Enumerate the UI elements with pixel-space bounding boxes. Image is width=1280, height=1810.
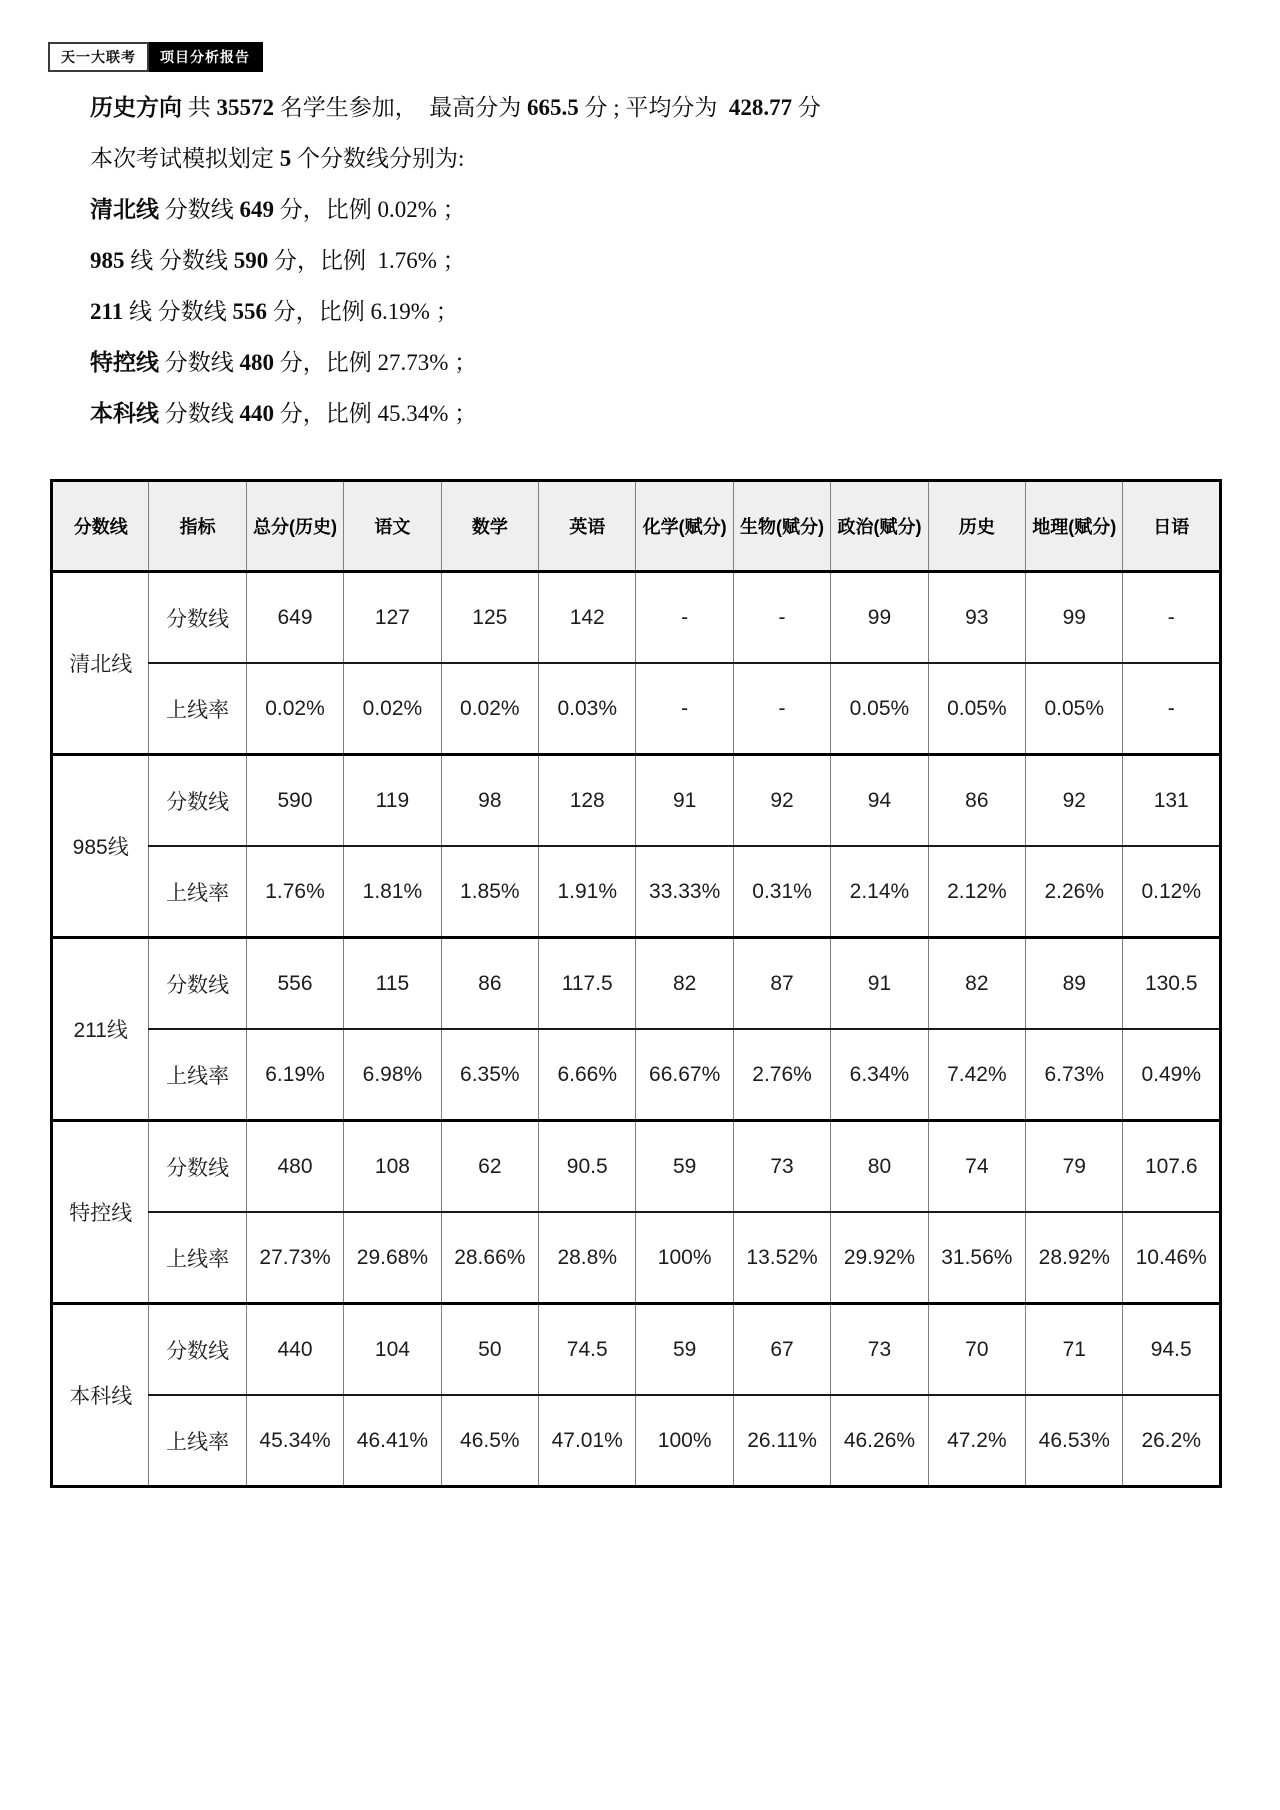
table-row bbox=[52, 1212, 1221, 1304]
score-cell: 59 bbox=[636, 1304, 733, 1396]
score-cell: 80 bbox=[831, 1121, 928, 1213]
text-segment: 428.77 bbox=[728, 95, 793, 120]
score-table bbox=[50, 479, 1222, 1488]
text-segment: 分数线 bbox=[159, 401, 240, 426]
row-label-score: 分数线 bbox=[149, 755, 246, 847]
intro-line bbox=[90, 337, 821, 388]
rate-cell: 6.73% bbox=[1026, 1029, 1123, 1121]
table-row bbox=[52, 1304, 1221, 1396]
score-cell: 104 bbox=[344, 1304, 441, 1396]
column-header: 指标 bbox=[149, 481, 246, 572]
rate-cell: 33.33% bbox=[636, 846, 733, 938]
group-label: 本科线 bbox=[52, 1304, 149, 1487]
score-cell: 440 bbox=[246, 1304, 343, 1396]
row-label-score: 分数线 bbox=[149, 572, 246, 664]
rate-cell: 31.56% bbox=[928, 1212, 1025, 1304]
header-row bbox=[52, 481, 1221, 572]
table-row bbox=[52, 572, 1221, 664]
text-segment: 590 bbox=[233, 248, 269, 273]
score-cell: 82 bbox=[928, 938, 1025, 1030]
text-segment: 211 bbox=[90, 299, 124, 324]
score-cell: 94.5 bbox=[1123, 1304, 1221, 1396]
rate-cell: 6.34% bbox=[831, 1029, 928, 1121]
score-cell: 107.6 bbox=[1123, 1121, 1221, 1213]
rate-cell: 0.05% bbox=[1026, 663, 1123, 755]
rate-cell: 6.98% bbox=[344, 1029, 441, 1121]
brand-badge: 天一大联考 bbox=[48, 42, 149, 72]
text-segment: 本次考试模拟划定 bbox=[90, 146, 280, 171]
score-cell: 62 bbox=[441, 1121, 538, 1213]
column-header: 化学(赋分) bbox=[636, 481, 733, 572]
rate-cell: 1.91% bbox=[539, 846, 636, 938]
score-cell: 91 bbox=[636, 755, 733, 847]
rate-cell: 46.41% bbox=[344, 1395, 441, 1487]
group-label: 211线 bbox=[52, 938, 149, 1121]
text-segment: 649 bbox=[239, 197, 274, 222]
rate-cell: 27.73% bbox=[246, 1212, 343, 1304]
score-cell: 92 bbox=[1026, 755, 1123, 847]
text-segment: 分，比例 27.73% ； bbox=[274, 350, 478, 375]
score-cell: 480 bbox=[246, 1121, 343, 1213]
intro-line bbox=[90, 133, 821, 184]
rate-cell: 0.05% bbox=[928, 663, 1025, 755]
row-label-rate: 上线率 bbox=[149, 1029, 246, 1121]
group-label: 985线 bbox=[52, 755, 149, 938]
text-segment: 线 分数线 bbox=[123, 299, 233, 324]
text-segment: 556 bbox=[232, 299, 267, 324]
rate-cell: 0.31% bbox=[733, 846, 830, 938]
rate-cell: 46.5% bbox=[441, 1395, 538, 1487]
score-cell: 79 bbox=[1026, 1121, 1123, 1213]
rate-cell: 0.03% bbox=[539, 663, 636, 755]
row-label-score: 分数线 bbox=[149, 1121, 246, 1213]
score-cell: 556 bbox=[246, 938, 343, 1030]
rate-cell: 0.05% bbox=[831, 663, 928, 755]
text-segment: 985 bbox=[90, 248, 125, 273]
rate-cell: 46.53% bbox=[1026, 1395, 1123, 1487]
score-cell: 130.5 bbox=[1123, 938, 1221, 1030]
intro-line bbox=[90, 235, 821, 286]
score-cell: 127 bbox=[344, 572, 441, 664]
score-cell: 87 bbox=[733, 938, 830, 1030]
rate-cell: 26.11% bbox=[733, 1395, 830, 1487]
row-label-rate: 上线率 bbox=[149, 663, 246, 755]
score-cell: 590 bbox=[246, 755, 343, 847]
score-table-head bbox=[52, 481, 1221, 572]
row-label-rate: 上线率 bbox=[149, 846, 246, 938]
score-cell: 73 bbox=[831, 1304, 928, 1396]
rate-cell: 66.67% bbox=[636, 1029, 733, 1121]
intro-line bbox=[90, 388, 821, 439]
rate-cell: 1.85% bbox=[441, 846, 538, 938]
text-segment: 分 ; 平均分为 bbox=[578, 95, 729, 120]
rate-cell: 2.12% bbox=[928, 846, 1025, 938]
intro-line bbox=[90, 184, 821, 235]
text-segment: 分，比例 0.02% ； bbox=[274, 197, 466, 222]
text-segment: 480 bbox=[239, 350, 274, 375]
rate-cell: 47.2% bbox=[928, 1395, 1025, 1487]
score-cell: 74 bbox=[928, 1121, 1025, 1213]
rate-cell: 0.02% bbox=[441, 663, 538, 755]
score-cell: 128 bbox=[539, 755, 636, 847]
score-cell: 115 bbox=[344, 938, 441, 1030]
score-cell: 73 bbox=[733, 1121, 830, 1213]
rate-cell: 47.01% bbox=[539, 1395, 636, 1487]
column-header: 日语 bbox=[1123, 481, 1221, 572]
score-cell: 94 bbox=[831, 755, 928, 847]
row-label-rate: 上线率 bbox=[149, 1395, 246, 1487]
text-segment: 名学生参加， 最高分为 bbox=[274, 95, 527, 120]
score-cell: 108 bbox=[344, 1121, 441, 1213]
column-header: 英语 bbox=[539, 481, 636, 572]
rate-cell: 0.12% bbox=[1123, 846, 1221, 938]
column-header: 生物(赋分) bbox=[733, 481, 830, 572]
rate-cell: 28.8% bbox=[539, 1212, 636, 1304]
score-cell: 99 bbox=[1026, 572, 1123, 664]
score-table-body bbox=[52, 572, 1221, 1487]
table-row bbox=[52, 1029, 1221, 1121]
score-cell: 86 bbox=[441, 938, 538, 1030]
text-segment: 分数线 bbox=[159, 197, 240, 222]
score-cell: 70 bbox=[928, 1304, 1025, 1396]
rate-cell: 10.46% bbox=[1123, 1212, 1221, 1304]
text-segment: 本科线 bbox=[90, 401, 159, 426]
column-header: 数学 bbox=[441, 481, 538, 572]
text-segment: 清北线 bbox=[90, 197, 159, 222]
text-segment: 分数线 bbox=[159, 350, 240, 375]
rate-cell: 29.92% bbox=[831, 1212, 928, 1304]
text-segment: 分 bbox=[792, 95, 821, 120]
score-cell: 117.5 bbox=[539, 938, 636, 1030]
score-cell: 99 bbox=[831, 572, 928, 664]
group-label: 清北线 bbox=[52, 572, 149, 755]
column-header: 地理(赋分) bbox=[1026, 481, 1123, 572]
rate-cell: 6.66% bbox=[539, 1029, 636, 1121]
score-cell: 89 bbox=[1026, 938, 1123, 1030]
text-segment: 历史方向 bbox=[90, 95, 182, 120]
table-row bbox=[52, 1395, 1221, 1487]
score-cell: 142 bbox=[539, 572, 636, 664]
score-cell: 91 bbox=[831, 938, 928, 1030]
text-segment: 35572 bbox=[216, 95, 274, 120]
rate-cell: - bbox=[636, 663, 733, 755]
score-cell: 82 bbox=[636, 938, 733, 1030]
rate-cell: 2.14% bbox=[831, 846, 928, 938]
group-label: 特控线 bbox=[52, 1121, 149, 1304]
score-cell: 92 bbox=[733, 755, 830, 847]
rate-cell: 45.34% bbox=[246, 1395, 343, 1487]
row-label-score: 分数线 bbox=[149, 1304, 246, 1396]
table-row bbox=[52, 1121, 1221, 1213]
column-header: 政治(赋分) bbox=[831, 481, 928, 572]
table-row bbox=[52, 846, 1221, 938]
score-cell: - bbox=[733, 572, 830, 664]
row-label-score: 分数线 bbox=[149, 938, 246, 1030]
score-cell: 86 bbox=[928, 755, 1025, 847]
rate-cell: 0.02% bbox=[246, 663, 343, 755]
score-cell: 98 bbox=[441, 755, 538, 847]
score-cell: 59 bbox=[636, 1121, 733, 1213]
text-segment: 5 bbox=[279, 146, 292, 171]
rate-cell: 1.76% bbox=[246, 846, 343, 938]
score-cell: 125 bbox=[441, 572, 538, 664]
report-type-badge: 项目分析报告 bbox=[149, 42, 263, 72]
rate-cell: 26.2% bbox=[1123, 1395, 1221, 1487]
row-label-rate: 上线率 bbox=[149, 1212, 246, 1304]
column-header: 历史 bbox=[928, 481, 1025, 572]
rate-cell: - bbox=[1123, 663, 1221, 755]
text-segment: 分，比例 1.76% ； bbox=[268, 248, 466, 273]
score-cell: 649 bbox=[246, 572, 343, 664]
report-header-badges bbox=[48, 42, 263, 72]
rate-cell: - bbox=[733, 663, 830, 755]
rate-cell: 100% bbox=[636, 1395, 733, 1487]
rate-cell: 2.26% bbox=[1026, 846, 1123, 938]
rate-cell: 28.92% bbox=[1026, 1212, 1123, 1304]
score-cell: 50 bbox=[441, 1304, 538, 1396]
text-segment: 分，比例 6.19% ； bbox=[266, 299, 459, 324]
rate-cell: 7.42% bbox=[928, 1029, 1025, 1121]
text-segment: 线 分数线 bbox=[124, 248, 234, 273]
rate-cell: 0.02% bbox=[344, 663, 441, 755]
rate-cell: 6.35% bbox=[441, 1029, 538, 1121]
rate-cell: 29.68% bbox=[344, 1212, 441, 1304]
score-cell: 67 bbox=[733, 1304, 830, 1396]
rate-cell: 100% bbox=[636, 1212, 733, 1304]
score-cell: 131 bbox=[1123, 755, 1221, 847]
score-cell: 90.5 bbox=[539, 1121, 636, 1213]
score-cell: 119 bbox=[344, 755, 441, 847]
rate-cell: 2.76% bbox=[733, 1029, 830, 1121]
rate-cell: 1.81% bbox=[344, 846, 441, 938]
intro-line bbox=[90, 286, 821, 337]
text-segment: 665.5 bbox=[527, 95, 579, 120]
text-segment: 个分数线分别为: bbox=[291, 146, 465, 171]
intro-paragraph bbox=[90, 82, 821, 439]
rate-cell: 0.49% bbox=[1123, 1029, 1221, 1121]
column-header: 分数线 bbox=[52, 481, 149, 572]
intro-line bbox=[90, 82, 821, 133]
rate-cell: 13.52% bbox=[733, 1212, 830, 1304]
text-segment: 分，比例 45.34% ； bbox=[274, 401, 478, 426]
rate-cell: 46.26% bbox=[831, 1395, 928, 1487]
score-cell: 71 bbox=[1026, 1304, 1123, 1396]
score-cell: - bbox=[1123, 572, 1221, 664]
table-row bbox=[52, 755, 1221, 847]
rate-cell: 28.66% bbox=[441, 1212, 538, 1304]
column-header: 语文 bbox=[344, 481, 441, 572]
score-cell: 74.5 bbox=[539, 1304, 636, 1396]
text-segment: 440 bbox=[239, 401, 274, 426]
rate-cell: 6.19% bbox=[246, 1029, 343, 1121]
column-header: 总分(历史) bbox=[246, 481, 343, 572]
table-row bbox=[52, 663, 1221, 755]
table-row bbox=[52, 938, 1221, 1030]
text-segment: 共 bbox=[182, 95, 217, 120]
text-segment: 特控线 bbox=[90, 350, 159, 375]
score-cell: 93 bbox=[928, 572, 1025, 664]
score-cell: - bbox=[636, 572, 733, 664]
